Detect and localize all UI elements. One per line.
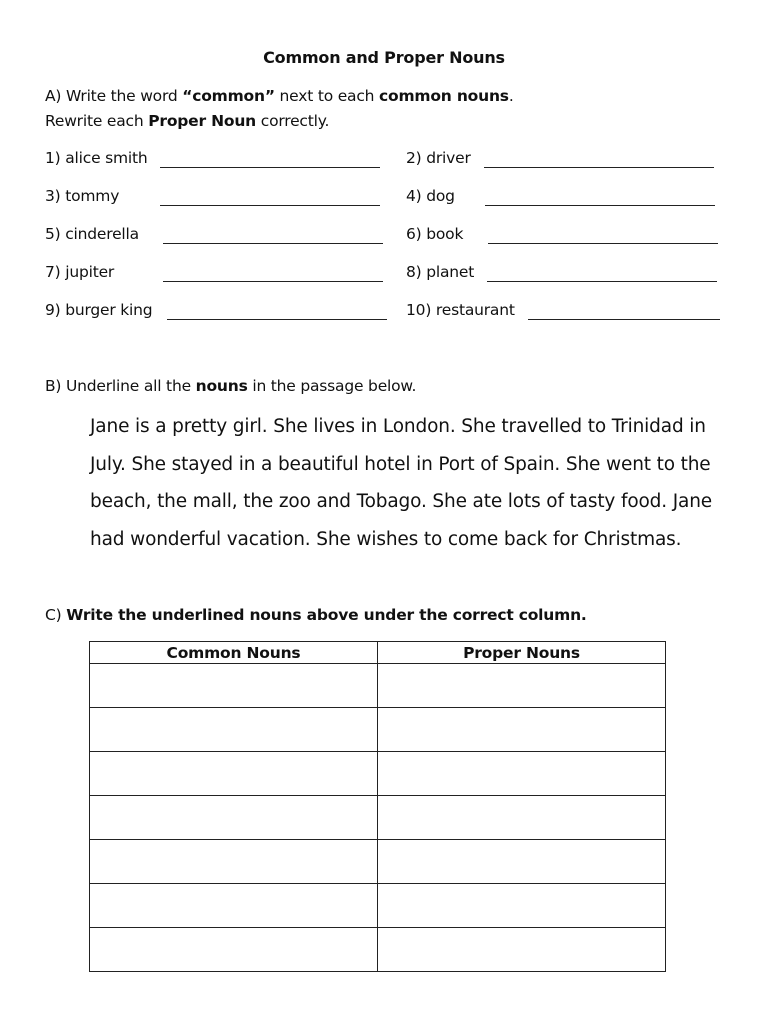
column-header-proper-nouns: Proper Nouns	[378, 642, 666, 664]
item-4-label: 4) dog	[406, 187, 455, 205]
item-1-answer-blank[interactable]	[160, 167, 380, 168]
item-10-answer-blank[interactable]	[528, 319, 720, 320]
section-a-instruction-line1: A) Write the word “common” next to each common nouns.	[45, 87, 514, 105]
passage-line: Jane is a pretty girl. She lives in London. She travelled to Trinidad in	[90, 416, 706, 437]
table-row	[90, 884, 666, 928]
item-6-answer-blank[interactable]	[488, 243, 718, 244]
item-8-answer-blank[interactable]	[487, 281, 717, 282]
proper-noun-cell[interactable]	[378, 840, 666, 884]
passage-line: July. She stayed in a beautiful hotel in Port of Spain. She went to the	[90, 453, 711, 475]
proper-noun-cell[interactable]	[378, 884, 666, 928]
item-9-answer-blank[interactable]	[167, 319, 387, 320]
page-title: Common and Proper Nouns	[263, 48, 505, 67]
item-3-label: 3) tommy	[45, 187, 120, 205]
proper-noun-cell[interactable]	[378, 664, 666, 708]
table-header-row	[90, 642, 666, 664]
item-7-label: 7) jupiter	[45, 263, 115, 281]
common-noun-cell[interactable]	[90, 664, 378, 708]
item-4-answer-blank[interactable]	[485, 205, 715, 206]
item-7-answer-blank[interactable]	[163, 281, 383, 282]
common-noun-cell[interactable]	[90, 884, 378, 928]
proper-noun-cell[interactable]	[378, 928, 666, 972]
nouns-table	[89, 641, 666, 972]
proper-noun-cell[interactable]	[378, 796, 666, 840]
table-row	[90, 752, 666, 796]
item-10-label: 10) restaurant	[406, 301, 515, 319]
item-2-label: 2) driver	[406, 149, 471, 167]
proper-noun-cell[interactable]	[378, 708, 666, 752]
item-3-answer-blank[interactable]	[160, 205, 380, 206]
item-5-label: 5) cinderella	[45, 225, 139, 243]
table-row	[90, 664, 666, 708]
item-2-answer-blank[interactable]	[484, 167, 714, 168]
common-noun-cell[interactable]	[90, 708, 378, 752]
passage-line: beach, the mall, the zoo and Tobago. She ate lots of tasty food. Jane	[90, 491, 713, 512]
table-row	[90, 796, 666, 840]
table-row	[90, 928, 666, 972]
common-noun-cell[interactable]	[90, 840, 378, 884]
column-header-common-nouns: Common Nouns	[90, 642, 378, 664]
item-1-label: 1) alice smith	[45, 149, 148, 167]
table-row	[90, 840, 666, 884]
section-a-instruction-line2: Rewrite each Proper Noun correctly.	[45, 112, 330, 130]
item-6-label: 6) book	[406, 225, 464, 243]
common-noun-cell[interactable]	[90, 796, 378, 840]
item-5-answer-blank[interactable]	[163, 243, 383, 244]
section-b-instruction: B) Underline all the nouns in the passage below.	[45, 377, 417, 395]
passage-line: had wonderful vacation. She wishes to come back for Christmas.	[90, 528, 682, 550]
common-noun-cell[interactable]	[90, 928, 378, 972]
proper-noun-cell[interactable]	[378, 752, 666, 796]
common-noun-cell[interactable]	[90, 752, 378, 796]
section-c-instruction: C) Write the underlined nouns above under the correct column.	[45, 606, 587, 624]
passage	[90, 408, 730, 558]
item-8-label: 8) planet	[406, 263, 475, 281]
table-row	[90, 708, 666, 752]
item-9-label: 9) burger king	[45, 301, 153, 319]
